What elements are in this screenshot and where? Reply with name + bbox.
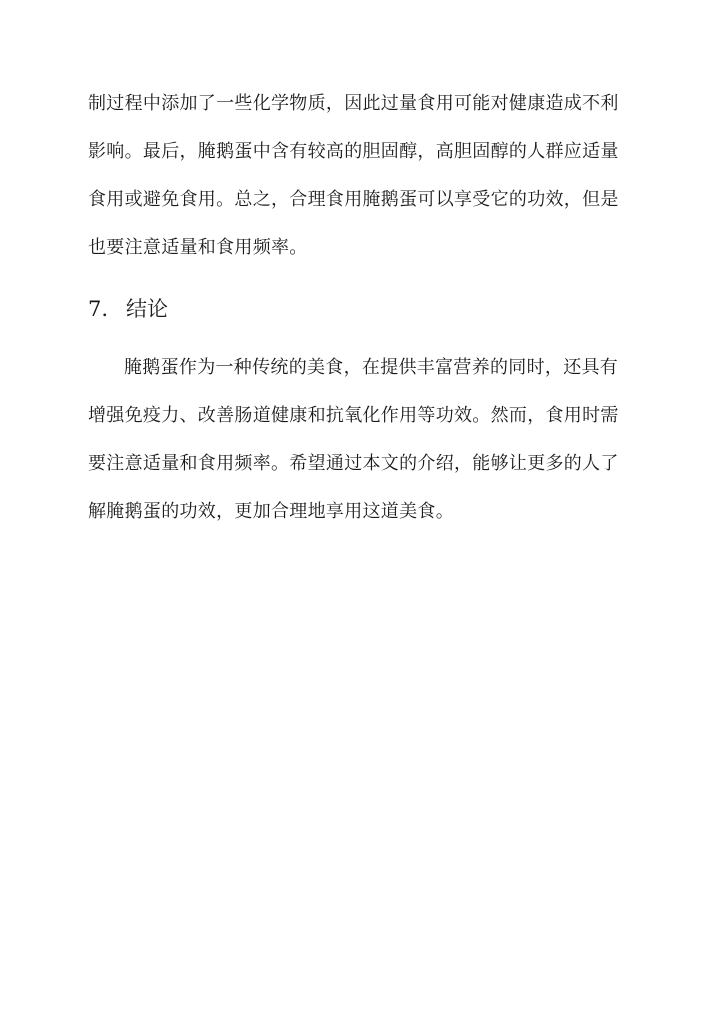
paragraph-conclusion: [88, 344, 633, 536]
section-title: 结论: [126, 297, 168, 321]
text-line: 要注意适量和食用频率。希望通过本文的介绍，能够让更多的人了: [88, 453, 619, 474]
section-heading: [88, 284, 633, 334]
text-line: 制过程中添加了一些化学物质，因此过量食用可能对健康造成不利: [88, 93, 619, 114]
text-line: 增强免疫力、改善肠道健康和抗氧化作用等功效。然而，食用时需: [88, 405, 619, 426]
text-line: 解腌鹅蛋的功效，更加合理地享用这道美食。: [88, 501, 454, 522]
page-content: [88, 80, 633, 536]
paragraph-previous-section: [88, 80, 633, 272]
text-line: 也要注意适量和食用频率。: [88, 237, 308, 258]
text-line: 影响。最后，腌鹅蛋中含有较高的胆固醇，高胆固醇的人群应适量: [88, 141, 619, 162]
text-line: 食用或避免食用。总之，合理食用腌鹅蛋可以享受它的功效，但是: [88, 189, 619, 210]
section-number: 7.: [88, 297, 109, 321]
text-line: 腌鹅蛋作为一种传统的美食，在提供丰富营养的同时，还具有: [124, 357, 619, 378]
